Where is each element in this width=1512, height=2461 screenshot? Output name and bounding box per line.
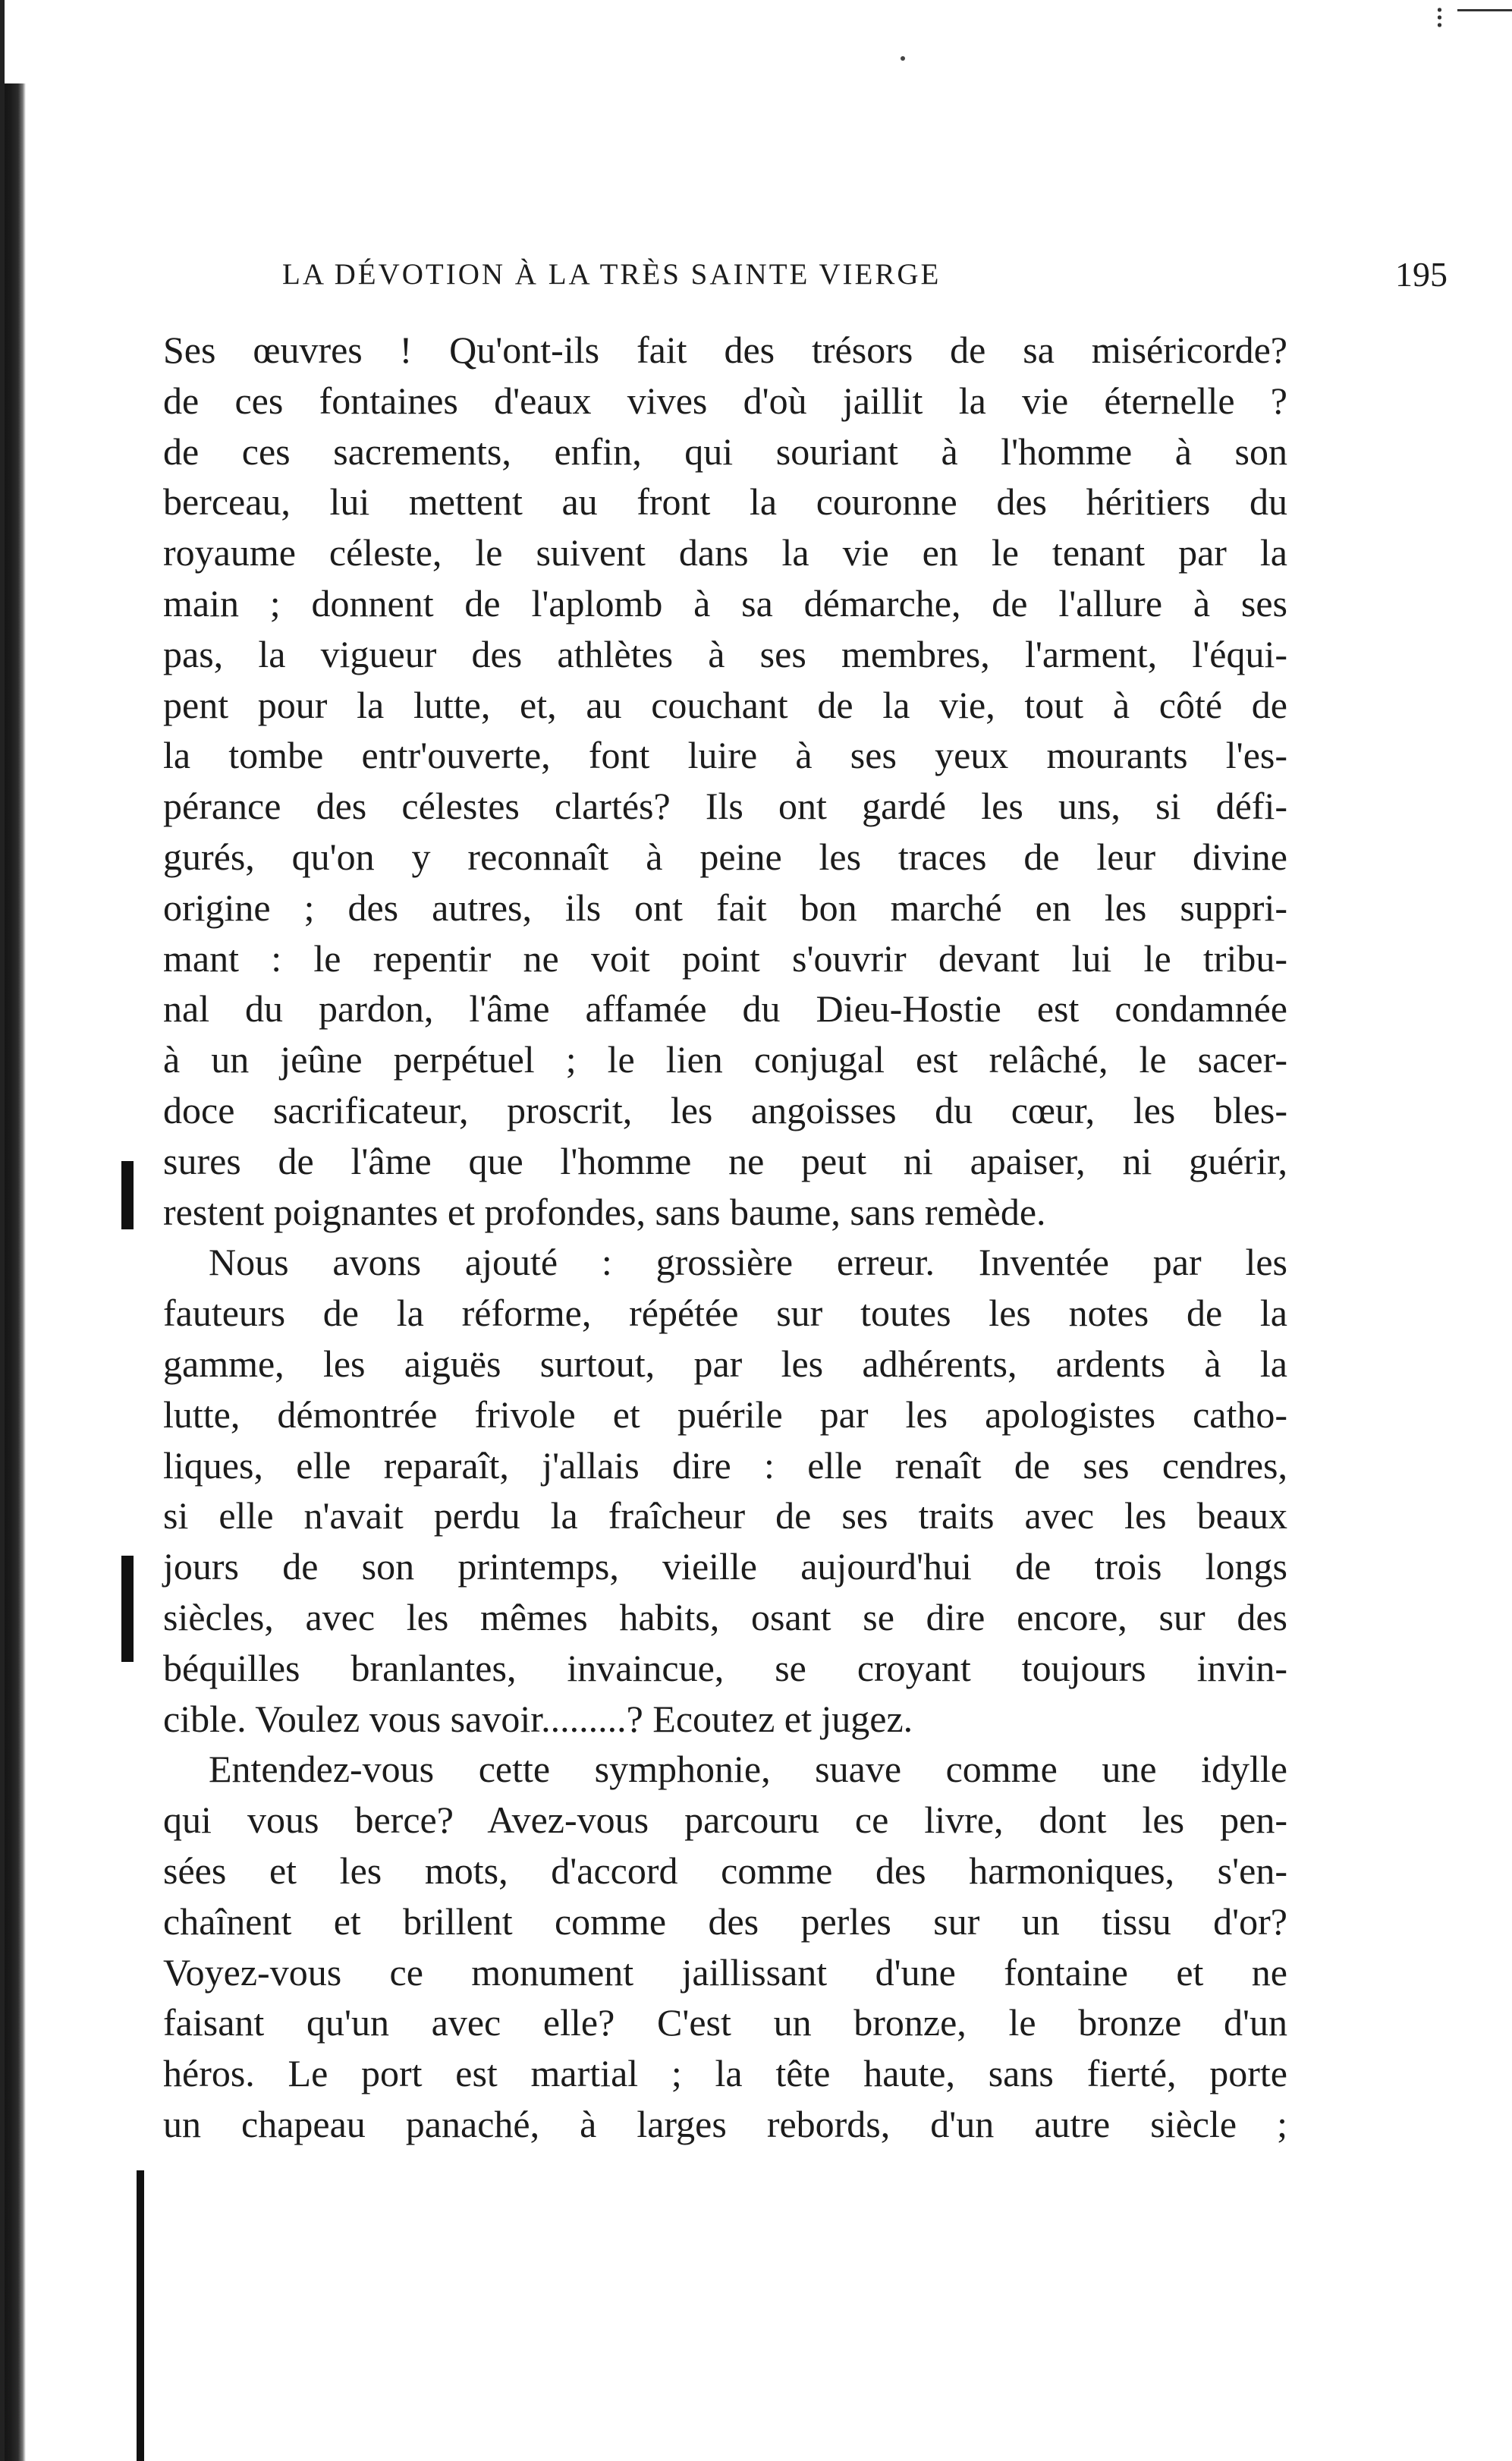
text-line: héros. Le port est martial ; la tête haute, sans fierté, porte [163, 2052, 1287, 2095]
text-line: pérance des célestes clartés? Ils ont gardé les uns, si défi- [163, 785, 1287, 828]
text-line: mant : le repentir ne voit point s'ouvrir devant lui le tribu- [163, 936, 1287, 980]
text-line: gamme, les aiguës surtout, par les adhérents, ardents à la [163, 1342, 1287, 1385]
text-line: jours de son printemps, vieille aujourd'hui de trois longs [163, 1545, 1287, 1588]
text-line: siècles, avec les mêmes habits, osant se dire encore, sur des [163, 1595, 1287, 1638]
text-line: gurés, qu'on y reconnaît à peine les traces de leur divine [163, 835, 1287, 878]
text-line: lutte, démontrée frivole et puérile par les apologistes catho- [163, 1393, 1287, 1436]
text-line: sées et les mots, d'accord comme des harmoniques, s'en- [163, 1849, 1287, 1892]
text-line: sures de l'âme que l'homme ne peut ni apaiser, ni guérir, [163, 1139, 1287, 1182]
text-line: pas, la vigueur des athlètes à ses membres, l'arment, l'équi- [163, 632, 1287, 675]
text-line: royaume céleste, le suivent dans la vie en le tenant par la [163, 531, 1287, 574]
text-line: restent poignantes et profondes, sans baume, sans remède. [163, 1190, 1046, 1233]
corner-rule [1457, 9, 1512, 11]
text-line: à un jeûne perpétuel ; le lien conjugal est relâché, le sacer- [163, 1038, 1287, 1081]
gutter-ink-mark [121, 1556, 134, 1662]
text-line: chaînent et brillent comme des perles sur un tissu d'or? [163, 1899, 1287, 1943]
text-line: la tombe entr'ouverte, font luire à ses yeux mourants l'es- [163, 734, 1287, 777]
text-line: liques, elle reparaît, j'allais dire : elle renaît de ses cendres, [163, 1443, 1287, 1487]
text-line: doce sacrificateur, proscrit, les angoisses du cœur, les bles- [163, 1088, 1287, 1131]
gutter-ink-mark [137, 2170, 144, 2461]
paragraph-first-line: Entendez-vous cette symphonie, suave comme une idylle [209, 1748, 1287, 1791]
paragraph-first-line: Nous avons ajouté : grossière erreur. Inventée par les [209, 1241, 1287, 1284]
running-title: LA DÉVOTION À LA TRÈS SAINTE VIERGE [282, 258, 941, 291]
text-line: main ; donnent de l'aplomb à sa démarche, de l'allure à ses [163, 581, 1287, 625]
text-line: cible. Voulez vous savoir.........? Ecoutez et jugez. [163, 1697, 913, 1740]
text-line: berceau, lui mettent au front la couronne des héritiers du [163, 480, 1287, 524]
body-text [163, 325, 1287, 2150]
text-line: pent pour la lutte, et, au couchant de la vie, tout à côté de [163, 683, 1287, 726]
gutter-ink-mark [121, 1161, 134, 1229]
text-line: fauteurs de la réforme, répétée sur toutes les notes de la [163, 1292, 1287, 1335]
text-line: Voyez-vous ce monument jaillissant d'une fontaine et ne [163, 1950, 1287, 1994]
text-line: faisant qu'un avec elle? C'est un bronze, le bronze d'un [163, 2001, 1287, 2044]
page-number: 195 [1395, 255, 1448, 294]
text-line: de ces fontaines d'eaux vives d'où jaillit la vie éternelle ? [163, 379, 1287, 422]
page-header [282, 252, 1448, 297]
text-line: un chapeau panaché, à larges rebords, d'un autre siècle ; [163, 2102, 1287, 2145]
ink-speck [901, 56, 905, 61]
text-line: nal du pardon, l'âme affamée du Dieu-Hostie est condamnée [163, 987, 1287, 1031]
corner-dots [1438, 6, 1441, 29]
text-line: béquilles branlantes, invaincue, se croyant toujours invin- [163, 1646, 1287, 1689]
text-line: si elle n'avait perdu la fraîcheur de ses traits avec les beaux [163, 1494, 1287, 1537]
text-line: de ces sacrements, enfin, qui souriant à l'homme à son [163, 430, 1287, 473]
text-line: origine ; des autres, ils ont fait bon marché en les suppri- [163, 886, 1287, 929]
text-line: qui vous berce? Avez-vous parcouru ce livre, dont les pen- [163, 1799, 1287, 1842]
text-line: Ses œuvres ! Qu'ont-ils fait des trésors de sa miséricorde? [163, 329, 1287, 371]
binding-edge-line [0, 0, 5, 2461]
